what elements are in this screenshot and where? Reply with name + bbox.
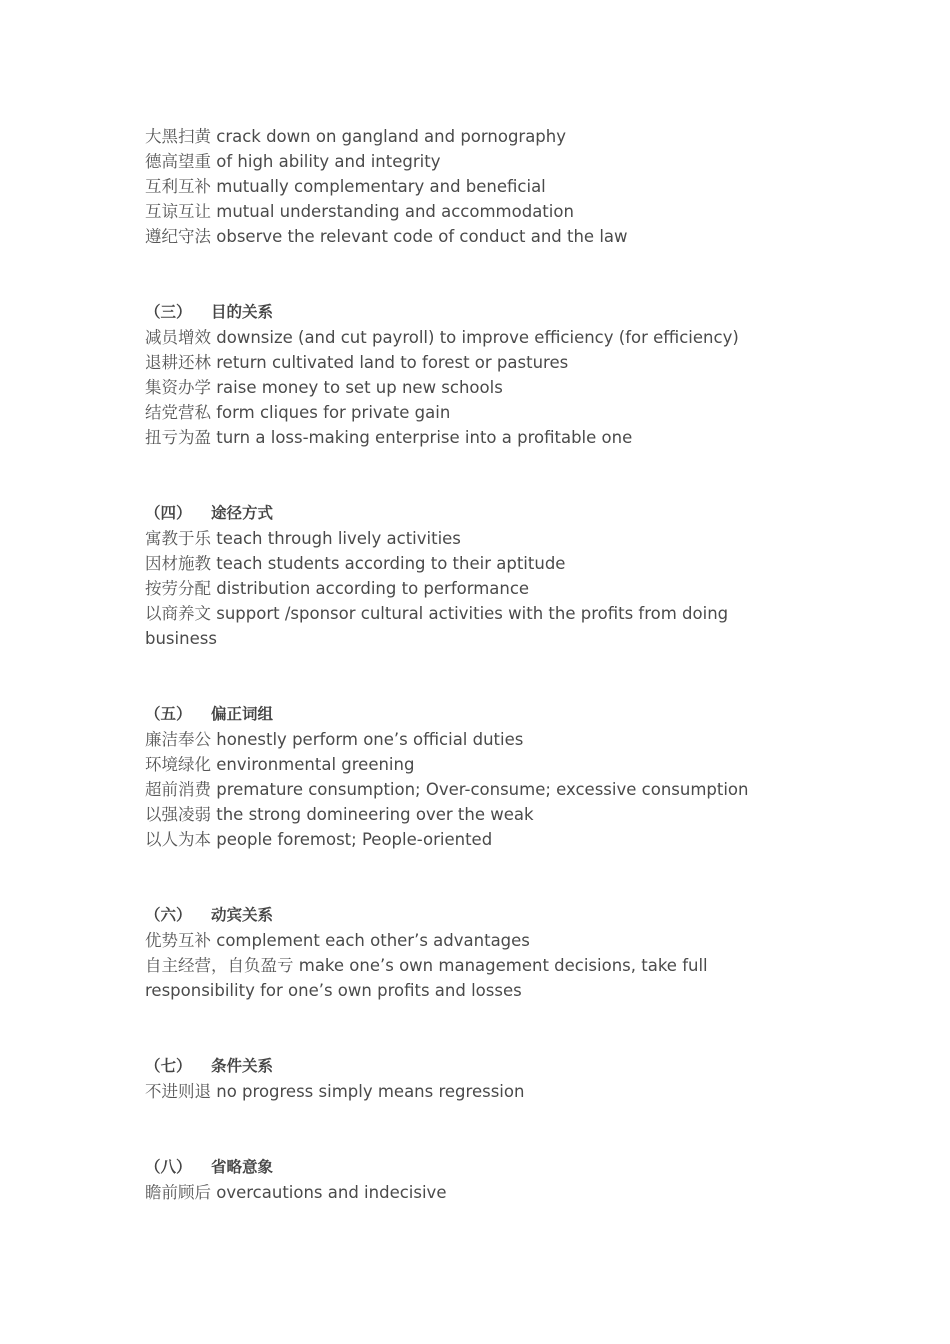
english-translation: make one’s own management decisions, take full responsibility for one’s own profits and losses <box>145 956 708 1000</box>
section-title: 动宾关系 <box>211 906 274 924</box>
english-translation: no progress simply means regression <box>216 1082 525 1101</box>
english-translation: mutually complementary and beneficial <box>216 177 546 196</box>
list-item <box>145 526 785 551</box>
chinese-term: 廉洁奉公 <box>145 730 211 749</box>
english-translation: teach through lively activities <box>216 529 461 548</box>
chinese-term: 超前消费 <box>145 780 211 799</box>
list-item <box>145 124 785 149</box>
list-item <box>145 1180 785 1205</box>
english-translation: environmental greening <box>216 755 415 774</box>
section-number: （六） <box>145 906 192 924</box>
section-title: 条件关系 <box>211 1057 274 1075</box>
section-number: （八） <box>145 1158 192 1176</box>
section-heading <box>145 1155 785 1180</box>
list-item <box>145 199 785 224</box>
english-translation: crack down on gangland and pornography <box>216 127 567 146</box>
chinese-term: 互谅互让 <box>145 202 211 221</box>
chinese-term: 因材施教 <box>145 554 211 573</box>
chinese-term: 互利互补 <box>145 177 211 196</box>
section-number: （五） <box>145 705 192 723</box>
list-item <box>145 224 785 249</box>
section-verb-object <box>145 903 785 1003</box>
english-translation: observe the relevant code of conduct and the law <box>216 227 628 246</box>
list-item <box>145 400 785 425</box>
list-item <box>145 601 785 651</box>
list-item <box>145 551 785 576</box>
list-item <box>145 576 785 601</box>
list-item <box>145 149 785 174</box>
section-modifier <box>145 702 785 852</box>
intro-block <box>145 124 785 249</box>
section-purpose <box>145 300 785 450</box>
english-translation: mutual understanding and accommodation <box>216 202 574 221</box>
list-item <box>145 1079 785 1104</box>
list-item <box>145 325 785 350</box>
chinese-term: 按劳分配 <box>145 579 211 598</box>
english-translation: support /sponsor cultural activities with the profits from doing business <box>145 604 729 648</box>
english-translation: turn a loss-making enterprise into a profitable one <box>216 428 633 447</box>
document-page <box>145 124 785 1205</box>
chinese-term: 优势互补 <box>145 931 211 950</box>
chinese-term: 德高望重 <box>145 152 211 171</box>
chinese-term: 退耕还林 <box>145 353 211 372</box>
chinese-term: 瞻前顾后 <box>145 1183 211 1202</box>
english-translation: raise money to set up new schools <box>216 378 503 397</box>
chinese-term: 集资办学 <box>145 378 211 397</box>
section-title: 目的关系 <box>211 303 274 321</box>
chinese-term: 以商养文 <box>145 604 211 623</box>
english-translation: premature consumption; Over-consume; excessive consumption <box>216 780 749 799</box>
chinese-term: 以强凌弱 <box>145 805 211 824</box>
english-translation: downsize (and cut payroll) to improve efficiency (for efficiency) <box>216 328 739 347</box>
section-title: 省略意象 <box>211 1158 274 1176</box>
english-translation: form cliques for private gain <box>216 403 451 422</box>
list-item <box>145 727 785 752</box>
chinese-term: 扭亏为盈 <box>145 428 211 447</box>
chinese-term: 大黑扫黄 <box>145 127 211 146</box>
english-translation: overcautions and indecisive <box>216 1183 447 1202</box>
section-heading <box>145 702 785 727</box>
chinese-term: 遵纪守法 <box>145 227 211 246</box>
english-translation: honestly perform one’s official duties <box>216 730 524 749</box>
section-ellipsis-imagery <box>145 1155 785 1205</box>
list-item <box>145 777 785 802</box>
english-translation: return cultivated land to forest or pastures <box>216 353 569 372</box>
english-translation: teach students according to their aptitude <box>216 554 566 573</box>
list-item <box>145 425 785 450</box>
chinese-term: 减员增效 <box>145 328 211 347</box>
section-heading <box>145 903 785 928</box>
list-item <box>145 752 785 777</box>
list-item <box>145 375 785 400</box>
english-translation: complement each other’s advantages <box>216 931 530 950</box>
english-translation: people foremost; People-oriented <box>216 830 493 849</box>
english-translation: distribution according to performance <box>216 579 530 598</box>
list-item <box>145 953 785 1003</box>
list-item <box>145 827 785 852</box>
chinese-term: 结党营私 <box>145 403 211 422</box>
section-number: （三） <box>145 303 192 321</box>
chinese-term: 自主经营，自负盈亏 <box>145 956 294 975</box>
english-translation: the strong domineering over the weak <box>216 805 534 824</box>
section-number: （七） <box>145 1057 192 1075</box>
chinese-term: 不进则退 <box>145 1082 211 1101</box>
section-heading <box>145 501 785 526</box>
english-translation: of high ability and integrity <box>216 152 441 171</box>
list-item <box>145 350 785 375</box>
list-item <box>145 928 785 953</box>
section-method <box>145 501 785 651</box>
section-heading <box>145 300 785 325</box>
chinese-term: 以人为本 <box>145 830 211 849</box>
chinese-term: 环境绿化 <box>145 755 211 774</box>
list-item <box>145 802 785 827</box>
section-number: （四） <box>145 504 192 522</box>
section-title: 偏正词组 <box>211 705 274 723</box>
section-condition <box>145 1054 785 1104</box>
list-item <box>145 174 785 199</box>
section-title: 途径方式 <box>211 504 274 522</box>
chinese-term: 寓教于乐 <box>145 529 211 548</box>
section-heading <box>145 1054 785 1079</box>
